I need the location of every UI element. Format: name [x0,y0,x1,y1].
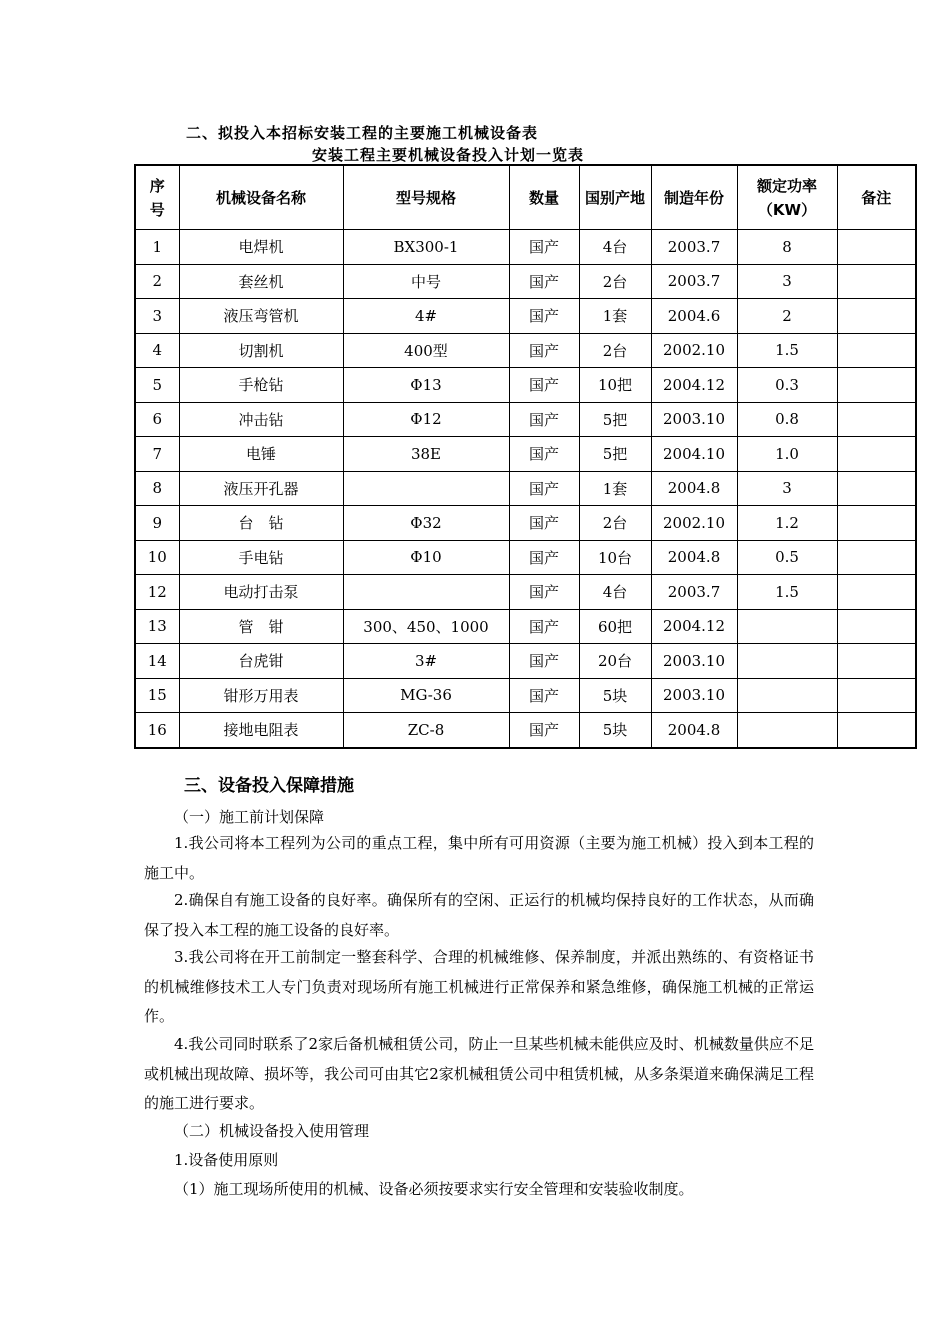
equipment-table [134,164,917,749]
table-cell: 60把 [579,609,651,644]
table-cell [837,299,916,334]
table-cell: 2003.10 [651,402,737,437]
table-cell: 电动打击泵 [179,575,343,610]
table-cell: 国产 [509,299,579,334]
table-cell: 2003.7 [651,264,737,299]
table-cell [837,506,916,541]
table-row [135,609,916,644]
table-row [135,540,916,575]
table-cell: 接地电阻表 [179,713,343,748]
table-cell: 国产 [509,402,579,437]
header-cell: 国别产地 [579,165,651,230]
table-row [135,575,916,610]
table-cell [737,678,837,713]
paragraph: 4.我公司同时联系了2家后备机械租赁公司，防止一旦某些机械未能供应及时、机械数量供应不足或机械出现故障、损坏等，我公司可由其它2家机械租赁公司中租赁机械，从多条渠道来确保满足工程的施工进行要求。 [144,1035,814,1112]
table-body [135,230,916,748]
table-cell: 8 [737,230,837,265]
table-cell: 300、450、1000 [343,609,509,644]
list-item: 1.设备使用原则 [174,1151,279,1169]
table-cell: 5把 [579,437,651,472]
table-cell [837,713,916,748]
table-cell: 5把 [579,402,651,437]
table-cell: 3# [343,644,509,679]
table-cell: 3 [737,471,837,506]
table-cell: BX300-1 [343,230,509,265]
table-cell: Φ12 [343,402,509,437]
table-row [135,713,916,748]
table-cell: 6 [135,402,179,437]
table-cell: 国产 [509,609,579,644]
table-cell: 2台 [579,506,651,541]
table-cell: 5块 [579,678,651,713]
table-cell: 3 [135,299,179,334]
table-cell: MG-36 [343,678,509,713]
table-cell: 国产 [509,506,579,541]
table-cell [837,575,916,610]
table-cell: 0.3 [737,368,837,403]
header-cell: 备注 [837,165,916,230]
table-cell: 13 [135,609,179,644]
table-cell: 1套 [579,471,651,506]
table-cell: 管 钳 [179,609,343,644]
table-cell: 38E [343,437,509,472]
table-cell: 国产 [509,471,579,506]
table-cell [837,402,916,437]
table-cell: 1 [135,230,179,265]
table-row [135,506,916,541]
table-cell: 液压弯管机 [179,299,343,334]
table-cell: 4 [135,333,179,368]
paragraph: 1.我公司将本工程列为公司的重点工程，集中所有可用资源（主要为施工机械）投入到本工程的施工中。 [144,834,814,882]
table-row [135,299,916,334]
table-cell [343,575,509,610]
table-cell: 10台 [579,540,651,575]
table-cell: 8 [135,471,179,506]
table-cell: 国产 [509,678,579,713]
table-cell: 1.0 [737,437,837,472]
table-cell: 国产 [509,437,579,472]
table-row [135,368,916,403]
table-cell: 2004.8 [651,471,737,506]
table-cell: 冲击钻 [179,402,343,437]
table-cell: 14 [135,644,179,679]
list-item: （1）施工现场所使用的机械、设备必须按要求实行安全管理和安装验收制度。 [174,1180,694,1198]
table-cell: 4台 [579,230,651,265]
table-cell: 中号 [343,264,509,299]
table-cell [837,471,916,506]
header-cell: 机械设备名称 [179,165,343,230]
table-cell: 台虎钳 [179,644,343,679]
table-cell: 10 [135,540,179,575]
table-cell [837,678,916,713]
table-cell: 2003.10 [651,644,737,679]
table-row [135,471,916,506]
table-cell: 2004.6 [651,299,737,334]
table-cell: 2台 [579,264,651,299]
paragraph: 2.确保自有施工设备的良好率。确保所有的空闲、正运行的机械均保持良好的工作状态，从而确保了投入本工程的施工设备的良好率。 [144,891,814,939]
table-cell [737,609,837,644]
table-cell [737,644,837,679]
table-cell: 2004.12 [651,368,737,403]
table-cell: 1.2 [737,506,837,541]
table-cell: 切割机 [179,333,343,368]
table-cell: 5块 [579,713,651,748]
table-row [135,678,916,713]
table-cell: 2002.10 [651,333,737,368]
header-cell: 数量 [509,165,579,230]
table-cell: 0.5 [737,540,837,575]
table-cell [837,333,916,368]
section-title: 二、拟投入本招标安装工程的主要施工机械设备表 [186,124,539,142]
table-cell [837,540,916,575]
table-cell: 国产 [509,333,579,368]
table-cell: 10把 [579,368,651,403]
table-cell: 电焊机 [179,230,343,265]
table-cell: 国产 [509,575,579,610]
table-cell: 手枪钻 [179,368,343,403]
table-cell: 2003.10 [651,678,737,713]
table-cell: 15 [135,678,179,713]
table-cell: 手电钻 [179,540,343,575]
table-cell: Φ13 [343,368,509,403]
table-cell: 2 [135,264,179,299]
header-cell: 额定功率（KW） [737,165,837,230]
table-cell: 4台 [579,575,651,610]
table-cell [837,368,916,403]
table-cell: 20台 [579,644,651,679]
table-cell: 国产 [509,540,579,575]
table-cell: 2 [737,299,837,334]
table-cell: 国产 [509,230,579,265]
table-cell: 2002.10 [651,506,737,541]
table-cell [837,609,916,644]
table-cell: Φ32 [343,506,509,541]
subsection-title: （二）机械设备投入使用管理 [174,1122,370,1140]
table-cell [837,644,916,679]
table-cell: 2004.8 [651,713,737,748]
table-cell [837,437,916,472]
table-row [135,437,916,472]
table-cell: 2003.7 [651,230,737,265]
table-row [135,264,916,299]
table-row [135,402,916,437]
table-row [135,333,916,368]
table-cell: 1.5 [737,333,837,368]
table-cell: 国产 [509,368,579,403]
section3-title: 三、设备投入保障措施 [184,776,354,796]
table-cell: 1.5 [737,575,837,610]
table-cell: 台 钻 [179,506,343,541]
table-cell: 9 [135,506,179,541]
header-cell: 型号规格 [343,165,509,230]
table-cell: 4# [343,299,509,334]
table-cell: 0.8 [737,402,837,437]
table-cell: 2004.12 [651,609,737,644]
header-cell: 制造年份 [651,165,737,230]
table-cell: 2004.10 [651,437,737,472]
table-title: 安装工程主要机械设备投入计划一览表 [312,146,585,164]
table-row [135,230,916,265]
table-cell: 1套 [579,299,651,334]
table-row [135,644,916,679]
table-cell: 液压开孔器 [179,471,343,506]
table-cell [837,230,916,265]
table-cell: 16 [135,713,179,748]
table-cell: 钳形万用表 [179,678,343,713]
table-cell: 7 [135,437,179,472]
table-cell: 2004.8 [651,540,737,575]
paragraph: 3.我公司将在开工前制定一整套科学、合理的机械维修、保养制度，并派出熟练的、有资格证书的机械维修技术工人专门负责对现场所有施工机械进行正常保养和紧急维修，确保施工机械的正常运作。 [144,948,814,1025]
table-cell [837,264,916,299]
table-cell: 5 [135,368,179,403]
table-cell: ZC-8 [343,713,509,748]
table-cell: 400型 [343,333,509,368]
table-header-row [135,165,916,230]
table-cell: 2台 [579,333,651,368]
table-cell: 3 [737,264,837,299]
table-cell [737,713,837,748]
table-cell [343,471,509,506]
table-cell: 国产 [509,713,579,748]
table-cell: 套丝机 [179,264,343,299]
table-cell: 12 [135,575,179,610]
table-cell: 国产 [509,644,579,679]
header-cell: 序号 [135,165,179,230]
table-cell: 电锤 [179,437,343,472]
subsection-title: （一）施工前计划保障 [174,808,325,826]
table-cell: 2003.7 [651,575,737,610]
table-cell: Φ10 [343,540,509,575]
table-cell: 国产 [509,264,579,299]
